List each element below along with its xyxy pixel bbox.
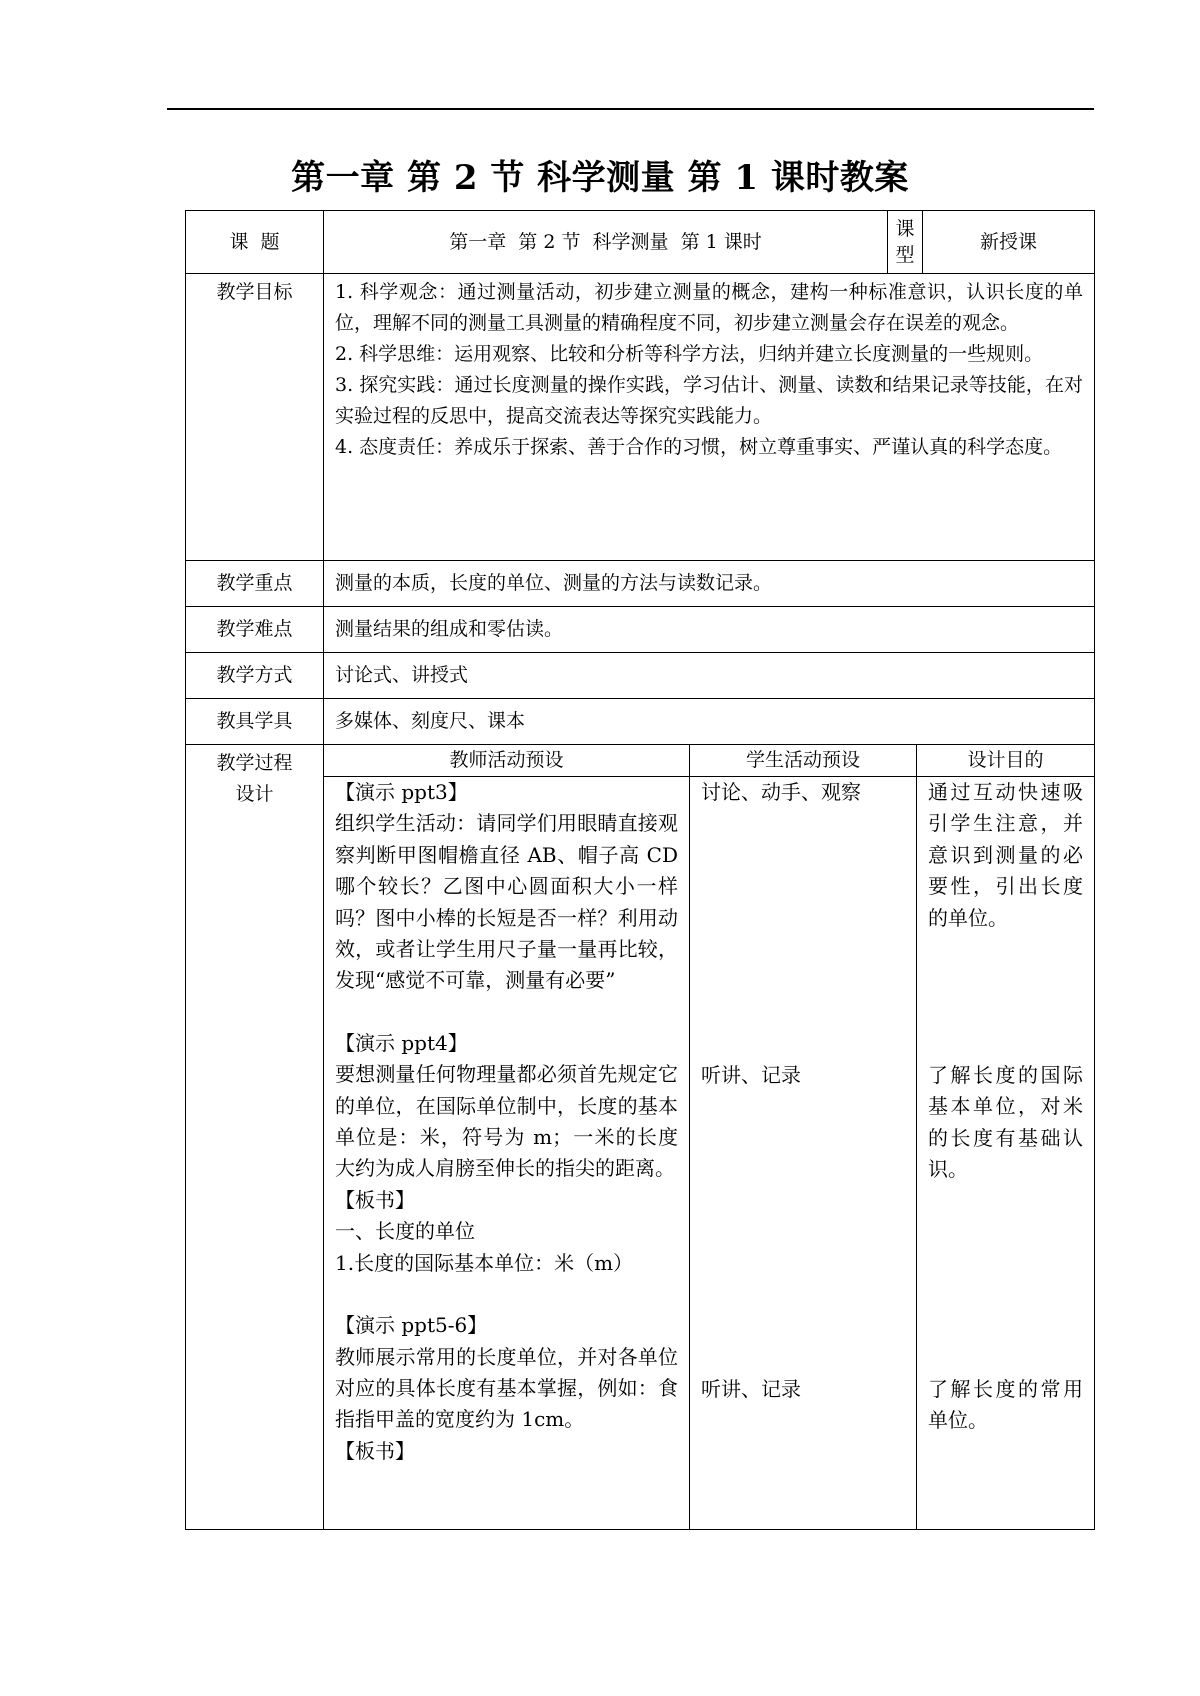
key-points-value	[323, 560, 1095, 607]
ppt4-text: 要想测量任何物理量都必须首先规定它的单位，在国际单位制中，长度的基本单位是：米，符号为 m；一米的长度大约为成人肩膀至伸长的指尖的距离。	[335, 1062, 678, 1181]
lesson-type-value-text: 新授课	[979, 230, 1037, 253]
lesson-type-value	[922, 210, 1095, 274]
header-teacher	[323, 744, 690, 777]
key-points-label	[185, 560, 324, 607]
design-purpose: 通过互动快速吸引学生注意，并意识到测量的必要性，引出长度的单位。	[928, 780, 1083, 930]
ppt3-text: 组织学生活动：请同学们用眼睛直接观察判断甲图帽檐直径 AB、帽子高 CD 哪个较长？乙图中心圆面积大小一样吗？图中小棒的长短是否一样？利用动效，或者让学生用尺子量一量再比较，发现“感觉不可靠，测量有必要”	[335, 811, 678, 993]
tools-text: 多媒体、刻度尺、课本	[335, 710, 526, 732]
tools-value	[323, 698, 1095, 745]
difficulties-text: 测量结果的组成和零估读。	[335, 618, 564, 640]
student-activity: 讨论、动手、观察	[701, 780, 861, 804]
difficulties-value	[323, 606, 1095, 653]
tools-label	[185, 698, 324, 745]
ppt5-6-tag: 【演示 ppt5-6】	[335, 1313, 488, 1338]
method-label-text: 教学方式	[216, 664, 293, 686]
page-title: 第一章 第 2 节 科学测量 第 1 课时教案	[291, 158, 909, 198]
key-points-label-text: 教学重点	[216, 572, 293, 594]
ppt4-tag: 【演示 ppt4】	[335, 1030, 468, 1055]
header-teacher-text: 教师活动预设	[449, 749, 564, 771]
lesson-type-label-text: 课型	[895, 218, 915, 266]
difficulties-label-text: 教学难点	[216, 618, 293, 640]
header-rule	[167, 108, 1094, 110]
objectives-label-text: 教学目标	[216, 281, 293, 303]
topic-label	[185, 210, 324, 274]
ppt3-tag: 【演示 ppt3】	[335, 780, 468, 804]
tools-label-text: 教具学具	[216, 710, 293, 732]
objectives-label	[185, 273, 324, 561]
method-text: 讨论式、讲授式	[335, 664, 469, 686]
design-purpose: 了解长度的常用单位。	[928, 1377, 1083, 1433]
objective-item: 4. 态度责任：养成乐于探索、善于合作的习惯，树立尊重事实、严谨认真的科学态度。	[335, 436, 1063, 458]
process-label	[185, 744, 324, 1530]
teacher-activities	[323, 776, 690, 1530]
topic-value-text: 第一章 第 2 节 科学测量 第 1 课时	[449, 230, 762, 253]
objective-item: 2. 科学思维：运用观察、比较和分析等科学方法，归纳并建立长度测量的一些规则。	[335, 343, 1044, 365]
objective-item: 1. 科学观念：通过测量活动，初步建立测量的概念，建构一种标准意识，认识长度的单位，理解不同的测量工具测量的精确程度不同，初步建立测量会存在误差的观念。	[335, 281, 1083, 334]
objectives-content	[323, 273, 1095, 561]
method-label	[185, 652, 324, 699]
board-line: 一、长度的单位	[335, 1219, 475, 1244]
key-points-text: 测量的本质，长度的单位、测量的方法与读数记录。	[335, 572, 773, 594]
board-tag: 【板书】	[335, 1438, 415, 1463]
design-purpose: 了解长度的国际基本单位，对米的长度有基础认识。	[928, 1063, 1083, 1182]
header-purpose-text: 设计目的	[967, 749, 1044, 771]
process-label-text: 教学过程设计	[216, 752, 293, 805]
design-purposes	[916, 776, 1095, 1530]
topic-label-text: 课 题	[229, 230, 280, 253]
header-student-text: 学生活动预设	[745, 749, 860, 771]
board-line: 1.长度的国际基本单位：米（m）	[335, 1250, 634, 1275]
student-activity: 听讲、记录	[701, 1377, 801, 1401]
objective-item: 3. 探究实践：通过长度测量的操作实践，学习估计、测量、读数和结果记录等技能，在对实验过程的反思中，提高交流表达等探究实践能力。	[335, 374, 1083, 427]
header-student	[689, 744, 917, 777]
student-activity: 听讲、记录	[701, 1063, 801, 1087]
method-value	[323, 652, 1095, 699]
difficulties-label	[185, 606, 324, 653]
header-purpose	[916, 744, 1095, 777]
ppt5-6-text: 教师展示常用的长度单位，并对各单位对应的具体长度有基本掌握，例如：食指指甲盖的宽度约为 1cm。	[335, 1344, 678, 1432]
topic-value	[323, 210, 888, 274]
board-tag: 【板书】	[335, 1187, 415, 1212]
lesson-type-label	[887, 210, 923, 274]
student-activities	[689, 776, 917, 1530]
